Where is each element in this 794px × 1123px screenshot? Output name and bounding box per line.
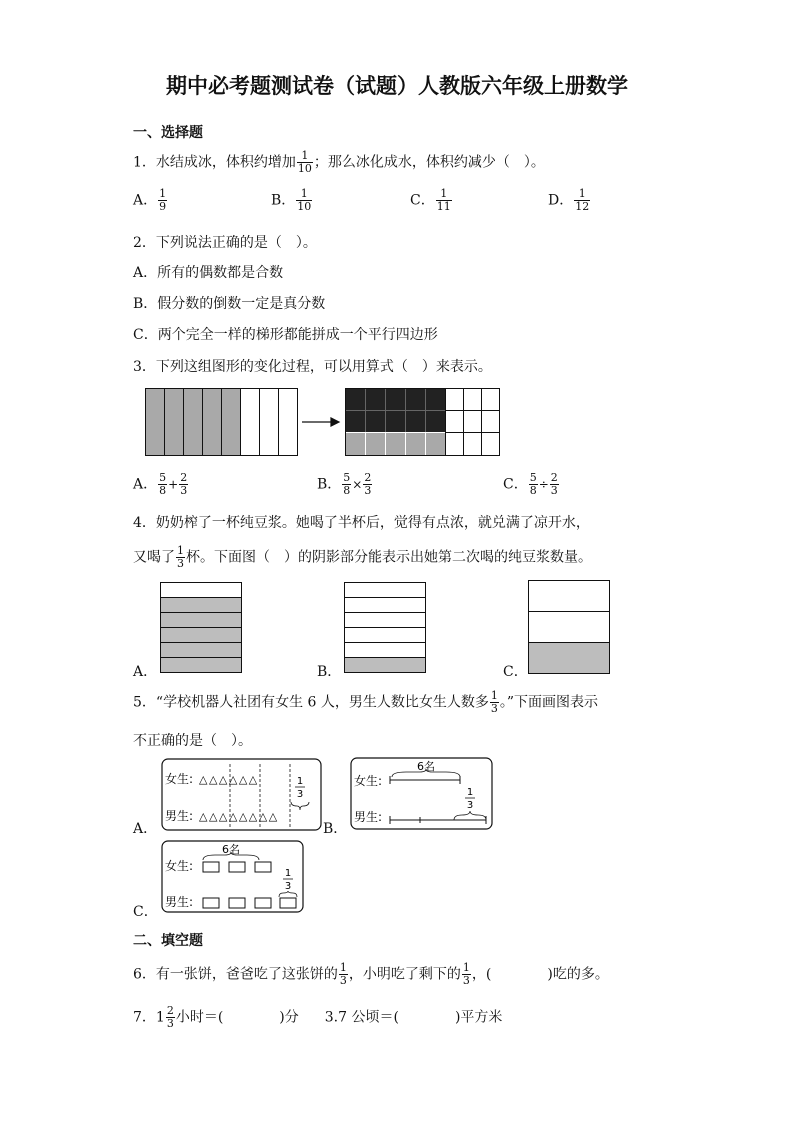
q4-option-a[interactable]: A． — [133, 664, 158, 680]
q5c-boy-label: 男生: — [165, 895, 194, 909]
q5b-girl-label: 女生: — [354, 774, 383, 788]
q5c-six-label: 6名 — [222, 843, 240, 856]
q1-option-a-fraction: $\frac{1}{9}$ — [159, 187, 167, 213]
q5a-frac-n: 1 — [296, 776, 304, 787]
q4-figure-a — [160, 582, 244, 676]
q5b-six-label: 6名 — [417, 760, 435, 773]
section-heading-fill: 二、填空题 — [133, 933, 203, 949]
q3-figure — [140, 384, 505, 456]
q1-option-d[interactable]: D． $\frac{1}{12}$ — [548, 187, 590, 213]
q1-text-pre: 1．水结成冰，体积约增加 — [133, 154, 296, 171]
q1-fraction: $\frac{1}{10}$ — [297, 149, 312, 175]
q5c-frac-d: 3 — [284, 881, 292, 892]
q5a-frac-d: 3 — [296, 789, 304, 800]
q1-text-post: ；那么冰化成水，体积约减少（ ）。 — [313, 154, 545, 171]
q1-option-b-fraction: $\frac{1}{10}$ — [297, 187, 312, 213]
question-4-line2: 又喝了 $\frac{1}{3}$ 杯。下面图（ ）的阴影部分能表示出她第二次喝的纯豆浆数量。 — [133, 544, 592, 570]
q5a-boy-label: 男生: — [165, 809, 194, 823]
q5b-boy-label: 男生: — [354, 810, 383, 824]
q4-option-c[interactable]: C． — [503, 664, 528, 680]
section-heading-choice: 一、选择题 — [133, 125, 203, 141]
q3-left-rect — [146, 389, 298, 456]
question-6: 6．有一张饼，爸爸吃了这张饼的 $\frac{1}{3}$ ，小明吃了剩下的 $\frac{1}{3}$ ，( )吃的多。 — [133, 961, 609, 987]
q5b-frac-d: 3 — [466, 800, 474, 811]
q6-answer-blank[interactable]: ，( )吃的多。 — [471, 966, 609, 983]
q3-right-rect — [346, 389, 500, 456]
q7-answer-blank-sqm[interactable]: 3.7 公顷＝( )平方米 — [324, 1009, 503, 1026]
q1-option-b[interactable]: B． $\frac{1}{10}$ — [271, 187, 312, 213]
question-7: 7．1 $\frac{2}{3}$ 小时＝( )分 3.7 公顷＝( )平方米 — [133, 1004, 503, 1030]
question-5-line2: 不正确的是（ ）。 — [133, 733, 252, 749]
q1-option-d-fraction: $\frac{1}{12}$ — [575, 187, 590, 213]
q3-option-b[interactable]: B． $\frac{5}{8}$ × $\frac{2}{3}$ — [317, 471, 372, 497]
question-3: 3．下列这组图形的变化过程，可以用算式（ ）来表示。 — [133, 359, 492, 375]
q4-figure-b — [344, 582, 428, 676]
q5a-girl-triangles: △△△△△△ — [199, 773, 259, 786]
q1-option-c[interactable]: C． $\frac{1}{11}$ — [410, 187, 451, 213]
q5c-girl-label: 女生: — [165, 859, 194, 873]
q5-fraction: $\frac{1}{3}$ — [490, 689, 498, 715]
q5-figure-a — [161, 758, 323, 832]
q5b-frac-n: 1 — [466, 787, 474, 798]
q3-option-a[interactable]: A． $\frac{5}{8}$ + $\frac{2}{3}$ — [133, 471, 188, 497]
q7-answer-blank-minutes[interactable]: 小时＝( )分 — [175, 1009, 299, 1026]
q5c-frac-n: 1 — [284, 868, 292, 879]
q5-option-b[interactable]: B． — [323, 821, 348, 837]
q2-option-a[interactable]: A．所有的偶数都是合数 — [133, 265, 284, 281]
q1-option-c-fraction: $\frac{1}{11}$ — [436, 187, 451, 213]
question-4-line1: 4．奶奶榨了一杯纯豆浆。她喝了半杯后，觉得有点浓，就兑满了凉开水， — [133, 515, 590, 531]
question-1 — [133, 150, 545, 175]
q5a-girl-label: 女生: — [165, 772, 194, 786]
q5-figure-c — [161, 840, 305, 914]
q5-figure-b — [350, 757, 494, 831]
q2-option-c[interactable]: C．两个完全一样的梯形都能拼成一个平行四边形 — [133, 327, 438, 343]
arrow-icon — [302, 418, 339, 426]
q4-option-b[interactable]: B． — [317, 664, 342, 680]
q3-option-c[interactable]: C． $\frac{5}{8}$ ÷ $\frac{2}{3}$ — [503, 471, 558, 497]
page-title: 期中必考题测试卷（试题）人教版六年级上册数学 — [166, 73, 628, 98]
q2-option-b[interactable]: B．假分数的倒数一定是真分数 — [133, 296, 326, 312]
q4-fraction: $\frac{1}{3}$ — [177, 544, 184, 570]
q4-figure-c — [528, 580, 612, 676]
question-5-line1: 5．“学校机器人社团有女生 6 人，男生人数比女生人数多 $\frac{1}{3}$ 。”下面画图表示 — [133, 689, 599, 715]
q5-option-a[interactable]: A． — [133, 821, 158, 837]
q5-option-c[interactable]: C． — [133, 904, 158, 920]
question-2: 2．下列说法正确的是（ ）。 — [133, 235, 317, 251]
q5a-boy-triangles: △△△△△△△△ — [199, 810, 279, 823]
q1-option-a[interactable]: A． $\frac{1}{9}$ — [133, 187, 167, 213]
